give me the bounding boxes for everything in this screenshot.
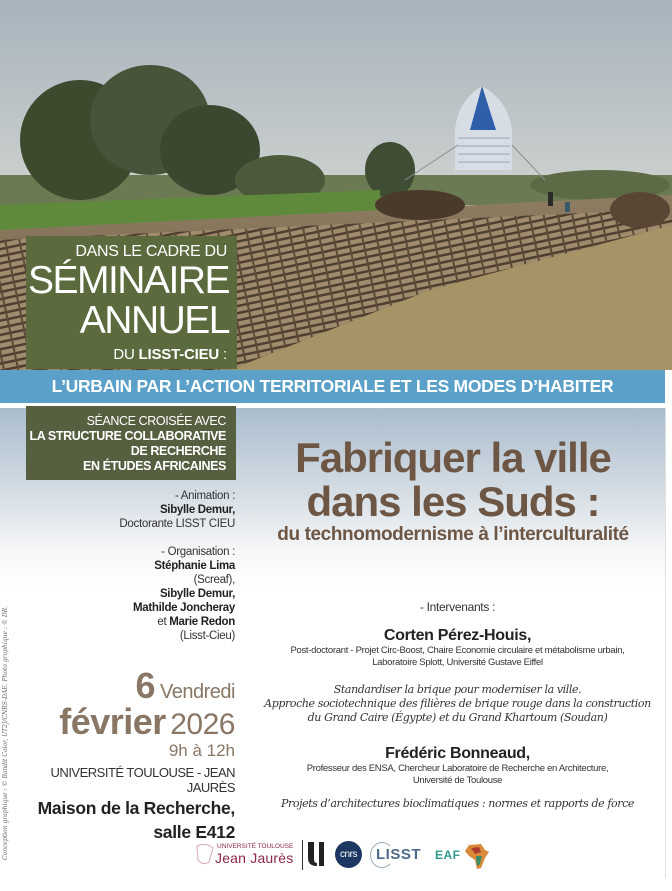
structure-line2: LA STRUCTURE COLLABORATIVE <box>29 429 226 443</box>
animation-label: - Animation : <box>174 490 235 502</box>
speaker-role: Université de Toulouse <box>412 775 503 786</box>
date-day: 6 <box>135 665 156 706</box>
speaker-name: Frédéric Bonneaud, <box>385 745 530 762</box>
title-line2: dans les Suds : <box>306 478 600 525</box>
africa-map-icon <box>463 842 491 870</box>
venue-line1: Maison de la Recherche, <box>37 798 235 818</box>
organiser-name: Mathilde Joncheray <box>133 602 235 614</box>
organiser-name: Marie Redon <box>169 616 235 628</box>
talk-title: Standardiser la brique pour moderniser la ville. Approche sociotechnique des filières de brique rouge dans la construction du Grand Caire (Égypte) et du Grand Khartoum (Soudan) <box>264 683 651 724</box>
speaker-name: Corten Pérez-Houis, <box>383 627 532 644</box>
title-line1: Fabriquer la ville <box>295 434 611 481</box>
talk-title: Projets d’architectures bioclimatiques : normes et rapports de force <box>281 797 634 810</box>
university-toulouse-u-icon <box>307 841 325 867</box>
organisation-label: - Organisation : <box>161 546 235 558</box>
date-row-month <box>20 701 235 743</box>
venue-line2: salle E412 <box>153 822 235 842</box>
speakers-section <box>255 600 660 811</box>
seminar-box <box>26 236 237 369</box>
title-subtitle: du technomodernisme à l’interculturalité <box>277 524 629 545</box>
speakers-label: - Intervenants : <box>419 600 496 614</box>
structure-box <box>26 406 236 480</box>
logo-ut2j: UNIVERSITÉ TOULOUSE Jean Jaurès <box>195 840 325 870</box>
partner-logos <box>195 838 505 872</box>
logo-cnrs: cnrs <box>335 841 362 868</box>
event-hours: 9h à 12h <box>168 741 235 760</box>
organiser-name: Stéphanie Lima <box>154 560 235 572</box>
logo-separator <box>302 840 303 870</box>
structure-line3: DE RECHERCHE <box>130 444 226 458</box>
structure-line1: SÉANCE CROISÉE AVEC <box>86 414 226 428</box>
speaker-role: Professeur des ENSA, Chercheur Laboratoire de Recherche en Architecture, <box>306 763 609 774</box>
date-row-day <box>20 665 235 706</box>
animation-name: Sibylle Demur, <box>159 504 235 516</box>
lab-name: LISST-CIEU <box>138 346 220 363</box>
seminar-intro: DANS LE CADRE DU <box>75 243 227 260</box>
logo-eaf: EAF <box>435 842 495 870</box>
animation-role: Doctorante LISST CIEU <box>119 518 235 530</box>
theme-banner: L’URBAIN PAR L’ACTION TERRITORIALE ET LES MODES D’HABITER <box>0 370 665 403</box>
organiser-row: et Marie Redon <box>157 616 235 628</box>
ut2j-swoosh-icon <box>195 842 215 866</box>
date-weekday: Vendredi <box>160 681 235 703</box>
university-name: UNIVERSITÉ TOULOUSE - JEAN JAURÈS <box>50 765 235 795</box>
spacer <box>40 531 235 545</box>
structure-line4: EN ÉTUDES AFRICAINES <box>83 459 226 473</box>
design-credit: Conception graphique : © Bandit Color, UT2J/CNRS-DAE. Photo graphique : © DR. <box>2 605 9 860</box>
speaker-role: Laboratoire Splott, Université Gustave Eiffel <box>372 657 543 668</box>
event-date-block <box>20 665 235 843</box>
speaker-role: Post-doctorant - Projet Circ-Boost, Chaire Economie circulaire et métabolisme urbain, <box>290 645 625 656</box>
organiser-affiliation: (Screaf), <box>193 574 235 586</box>
annuel-word: ANNUEL <box>79 299 229 342</box>
organiser-affiliation: (Lisst-Cieu) <box>179 630 235 642</box>
date-month: février <box>59 701 166 742</box>
organiser-name: Sibylle Demur, <box>159 588 235 600</box>
seminar-word: SÉMINAIRE <box>27 259 229 302</box>
logo-lisst: LISST <box>370 842 430 868</box>
organizer-credits <box>40 489 235 643</box>
event-title <box>240 436 666 546</box>
seminar-lab: DU LISST-CIEU : <box>113 346 227 363</box>
date-year: 2026 <box>170 708 235 741</box>
